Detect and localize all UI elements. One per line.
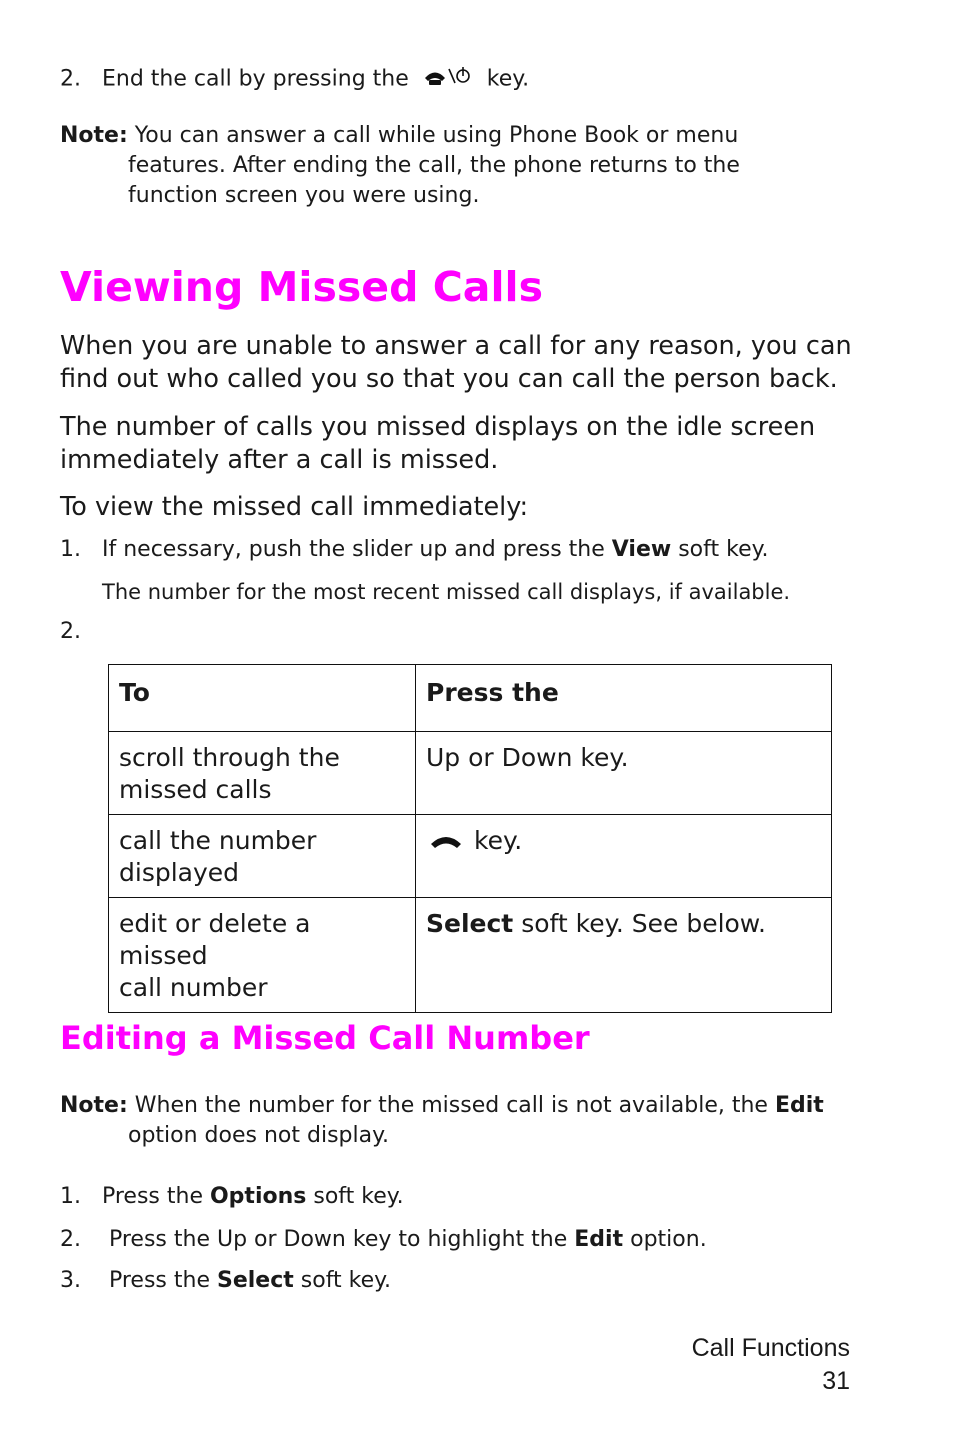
cell-line: missed calls bbox=[119, 775, 272, 804]
cell-line: displayed bbox=[119, 858, 240, 887]
key-table bbox=[108, 664, 832, 1013]
note-line: You can answer a call while using Phone Book or menu bbox=[134, 123, 739, 148]
step-subtext: The number for the most recent missed call displays, if available. bbox=[102, 580, 791, 604]
note-label: Note: bbox=[60, 123, 128, 148]
cell-line: scroll through the bbox=[119, 743, 340, 772]
step-text: If necessary, push the slider up and press the bbox=[101, 537, 605, 562]
cell-text: soft key. See below. bbox=[521, 909, 766, 938]
note-line: function screen you were using. bbox=[128, 183, 480, 208]
soft-key-name: Select bbox=[426, 909, 514, 938]
cell-line: call number bbox=[119, 973, 268, 1002]
soft-key-name: View bbox=[611, 537, 672, 562]
paragraph-line: find out who called you so that you can call the person back. bbox=[60, 364, 838, 394]
send-key-icon bbox=[428, 826, 464, 858]
note-line: features. After ending the call, the phone returns to the bbox=[128, 153, 740, 178]
option-name: Edit bbox=[774, 1093, 824, 1118]
top-step bbox=[60, 63, 529, 96]
cell-text: key. bbox=[474, 826, 523, 855]
table-cell: Up or Down key. bbox=[416, 732, 832, 815]
table-row bbox=[109, 898, 832, 1013]
step-number: 1. bbox=[60, 537, 81, 562]
step-item bbox=[60, 1225, 707, 1255]
table-cell bbox=[416, 815, 832, 898]
step-number: 2. bbox=[60, 1227, 81, 1252]
note-line: option does not display. bbox=[128, 1123, 389, 1148]
option-name: Edit bbox=[574, 1227, 624, 1252]
end-power-key-icon bbox=[422, 63, 474, 96]
note-line: When the number for the missed call is not available, the bbox=[134, 1093, 768, 1118]
step-number: 2. bbox=[60, 66, 81, 92]
page-number: 31 bbox=[822, 1367, 850, 1395]
table-row bbox=[109, 732, 832, 815]
note-box bbox=[60, 1091, 940, 1151]
step-item bbox=[60, 1182, 404, 1212]
note-label: Note: bbox=[60, 1093, 128, 1118]
paragraph-line: The number of calls you missed displays on the idle screen bbox=[60, 412, 816, 442]
table-header-row bbox=[109, 665, 832, 732]
table-header: Press the bbox=[416, 665, 832, 732]
step-text-end: soft key. bbox=[300, 1268, 392, 1293]
paragraph bbox=[60, 330, 920, 396]
step-number: 3. bbox=[60, 1268, 81, 1293]
paragraph-line: When you are unable to answer a call for any reason, you can bbox=[60, 331, 852, 361]
table-cell bbox=[109, 815, 416, 898]
footer-chapter: Call Functions bbox=[691, 1334, 850, 1362]
subsection-title: Editing a Missed Call Number bbox=[60, 1019, 590, 1057]
paragraph bbox=[60, 411, 920, 477]
cell-line: call the number bbox=[119, 826, 317, 855]
step-number: 2. bbox=[60, 619, 81, 644]
table-cell bbox=[109, 898, 416, 1013]
step-item bbox=[60, 535, 769, 565]
paragraph-line: immediately after a call is missed. bbox=[60, 445, 499, 475]
step-text: Press the bbox=[108, 1268, 210, 1293]
step-text-end: soft key. bbox=[313, 1184, 404, 1209]
table-cell bbox=[109, 732, 416, 815]
step-text-end: soft key. bbox=[678, 537, 769, 562]
step-text: End the call by pressing the bbox=[101, 66, 409, 92]
step-text-end: key. bbox=[486, 66, 530, 92]
step-text-end: option. bbox=[630, 1227, 707, 1252]
step-item bbox=[60, 1266, 391, 1296]
step-number: 1. bbox=[60, 1184, 81, 1209]
table-row bbox=[109, 815, 832, 898]
table-header: To bbox=[109, 665, 416, 732]
step-text: Press the bbox=[101, 1184, 203, 1209]
table-cell bbox=[416, 898, 832, 1013]
section-title: Viewing Missed Calls bbox=[60, 263, 543, 311]
paragraph: To view the missed call immediately: bbox=[60, 492, 529, 522]
soft-key-name: Options bbox=[209, 1184, 307, 1209]
page-footer bbox=[692, 1332, 850, 1398]
step-text: Press the Up or Down key to highlight the bbox=[108, 1227, 568, 1252]
note-box bbox=[60, 121, 920, 211]
cell-line: edit or delete a missed bbox=[119, 909, 311, 970]
soft-key-name: Select bbox=[216, 1268, 294, 1293]
